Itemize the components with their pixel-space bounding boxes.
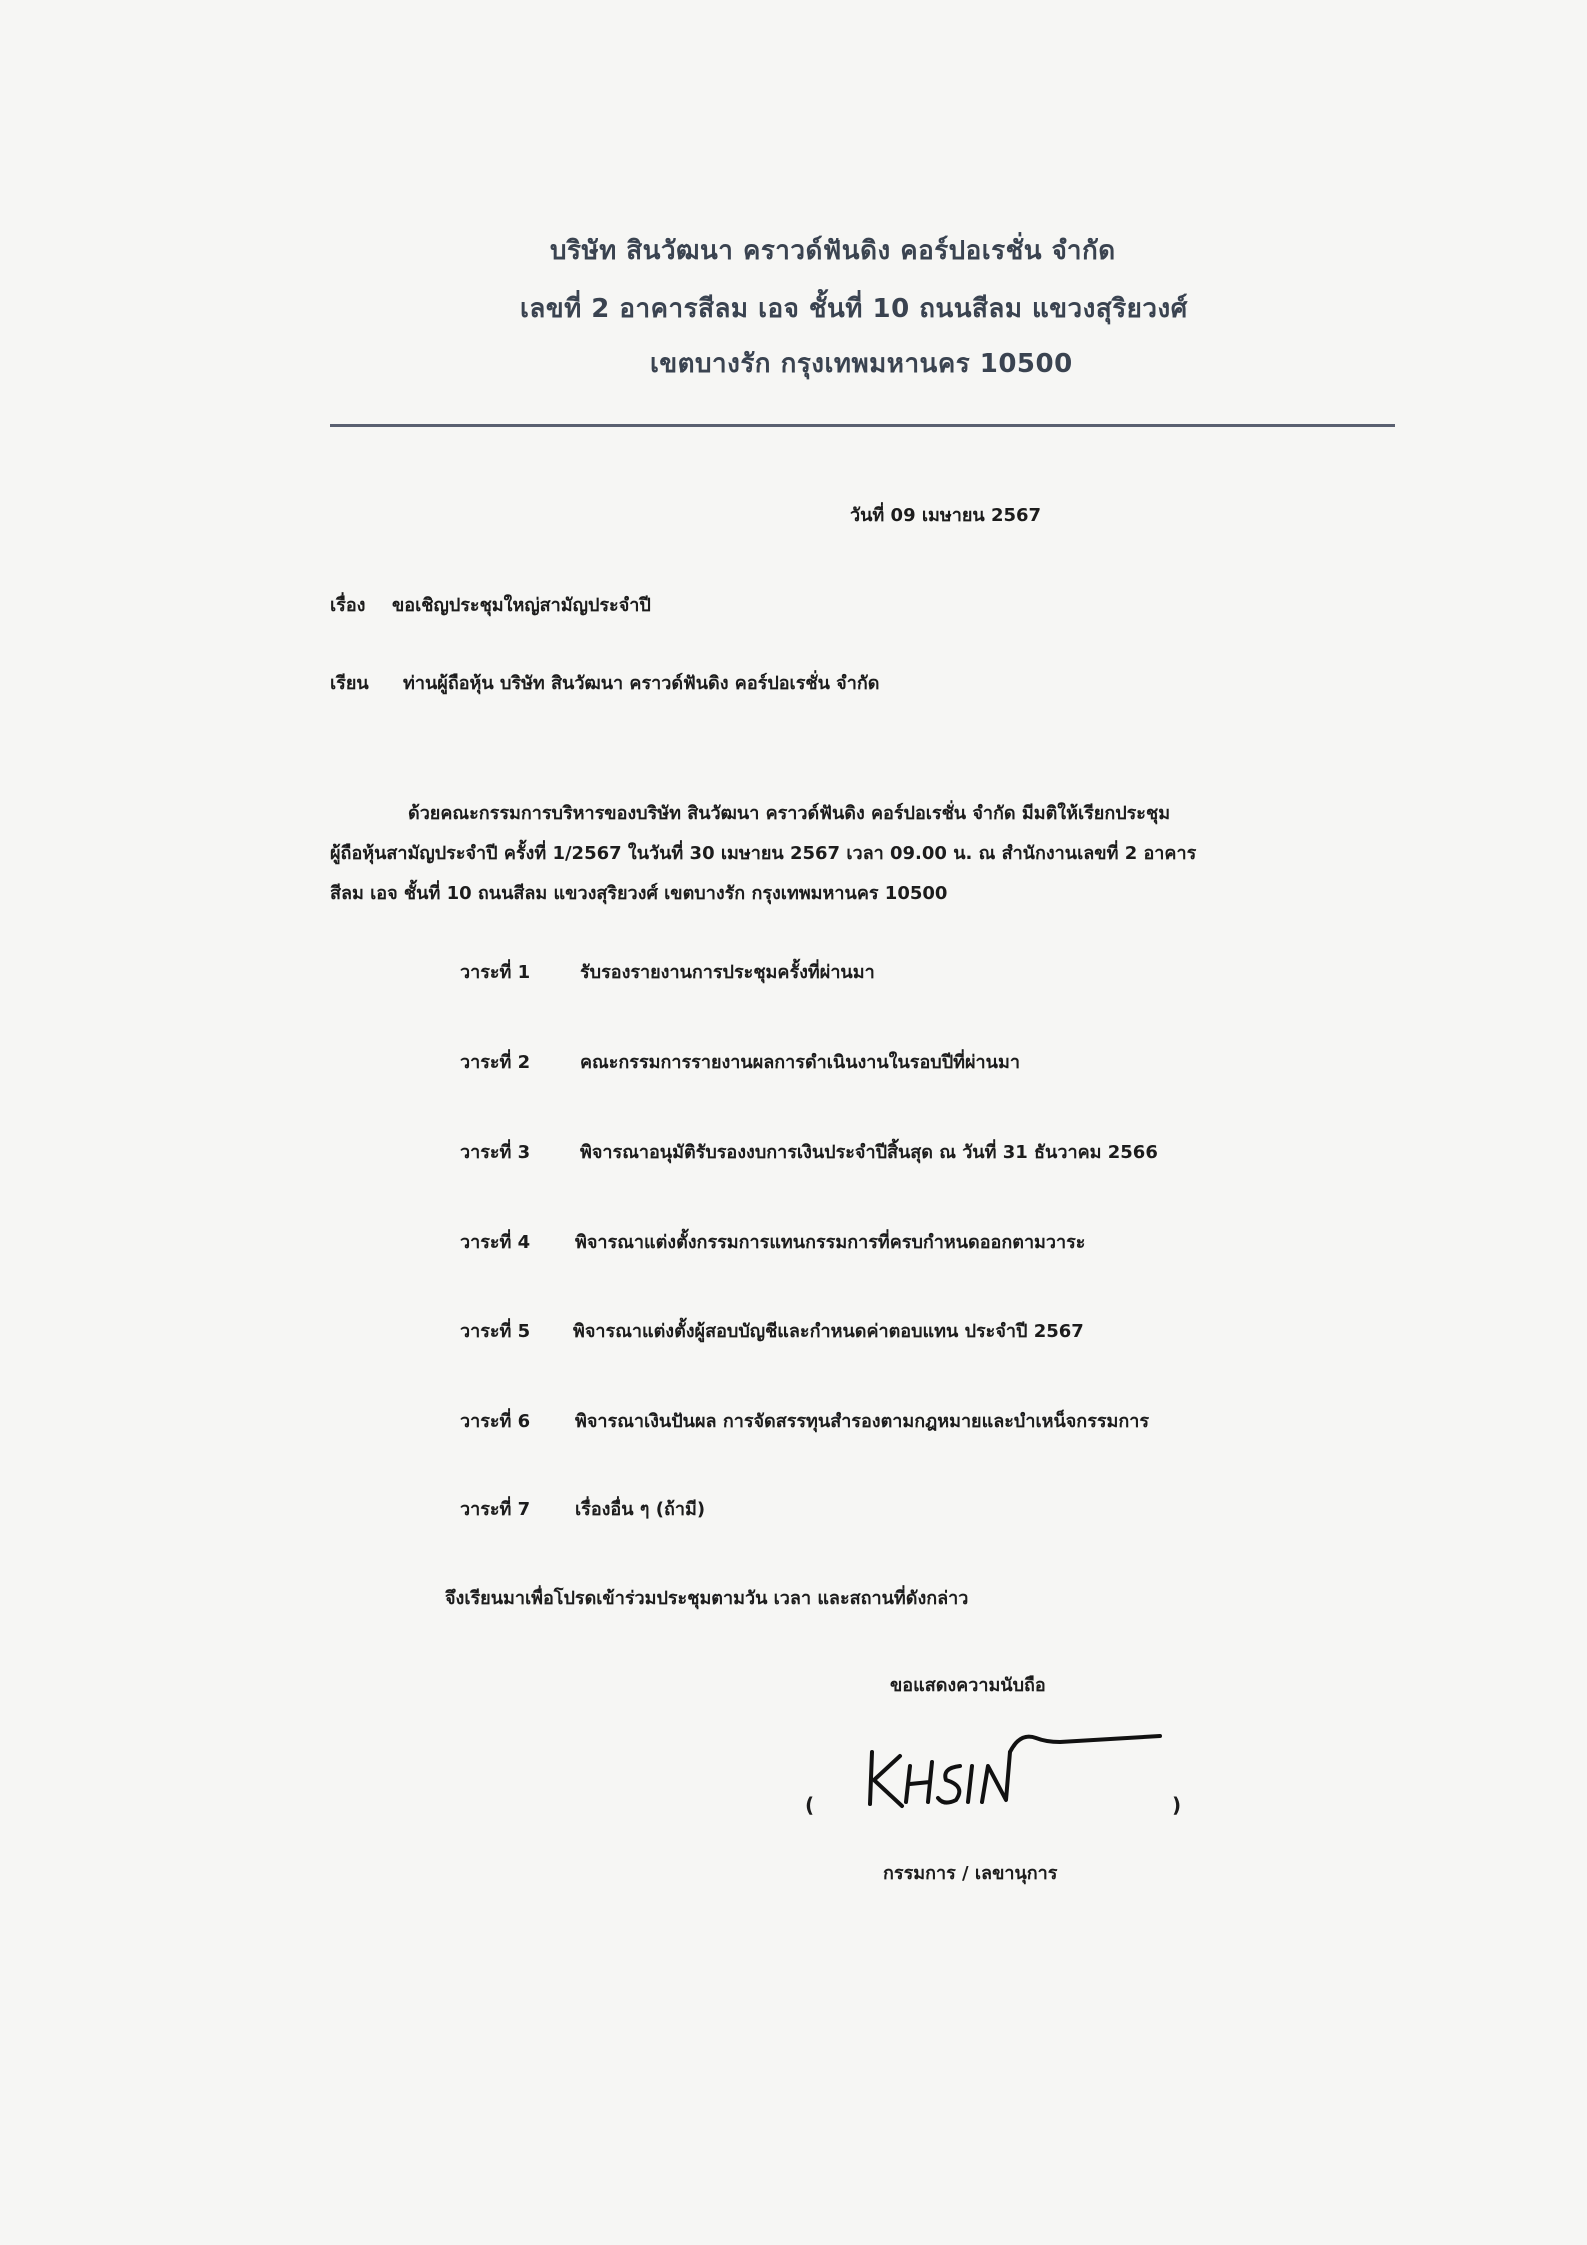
agenda-text: รับรองรายงานการประชุมครั้งที่ผ่านมา [580, 962, 875, 983]
agenda-text: เรื่องอื่น ๆ (ถ้ามี) [575, 1499, 706, 1520]
intro-line-2: ผู้ถือหุ้นสามัญประจำปี ครั้งที่ 1/2567 ในวันที่ 30 เมษายน 2567 เวลา 09.00 น. ณ สำนักงานเลขที่ 2 อาคาร [330, 843, 1197, 864]
addressee-text: ท่านผู้ถือหุ้น บริษัท สินวัฒนา คราวด์ฟันดิง คอร์ปอเรชั่น จำกัด [403, 673, 880, 694]
agenda-number: วาระที่ 2 [460, 1052, 531, 1073]
agenda-text: พิจารณาแต่งตั้งกรรมการแทนกรรมการที่ครบกำหนดออกตามวาระ [575, 1232, 1086, 1253]
agenda-text: พิจารณาเงินปันผล การจัดสรรทุนสำรองตามกฎหมายและบำเหน็จกรรมการ [575, 1411, 1150, 1432]
closing-sentence: จึงเรียนมาเพื่อโปรดเข้าร่วมประชุมตามวัน เวลา และสถานที่ดังกล่าว [445, 1588, 969, 1609]
agenda-text: พิจารณาแต่งตั้งผู้สอบบัญชีและกำหนดค่าตอบแทน ประจำปี 2567 [573, 1321, 1084, 1342]
agenda-number: วาระที่ 7 [460, 1499, 531, 1520]
agenda-text: พิจารณาอนุมัติรับรองงบการเงินประจำปีสิ้นสุด ณ วันที่ 31 ธันวาคม 2566 [580, 1142, 1158, 1163]
letterhead-address-line1: เลขที่ 2 อาคารสีลม เอจ ชั้นที่ 10 ถนนสีลม แขวงสุริยวงศ์ [520, 294, 1188, 324]
agenda-number: วาระที่ 4 [460, 1232, 531, 1253]
agenda-number: วาระที่ 1 [460, 962, 531, 983]
agenda-number: วาระที่ 5 [460, 1321, 531, 1342]
intro-line-1: ด้วยคณะกรรมการบริหารของบริษัท สินวัฒนา คราวด์ฟันดิง คอร์ปอเรชั่น จำกัด มีมติให้เรียกประชุม [408, 803, 1171, 824]
signature-open-paren: ( [805, 1793, 815, 1817]
addressee-label: เรียน [330, 673, 369, 694]
letterhead-company: บริษัท สินวัฒนา คราวด์ฟันดิง คอร์ปอเรชั่น จำกัด [550, 236, 1116, 266]
intro-line-3: สีลม เอจ ชั้นที่ 10 ถนนสีลม แขวงสุริยวงศ์ เขตบางรัก กรุงเทพมหานคร 10500 [330, 883, 948, 904]
letterhead-address-line2: เขตบางรัก กรุงเทพมหานคร 10500 [650, 349, 1073, 379]
signature-close-paren: ) [1172, 1793, 1182, 1817]
agenda-number: วาระที่ 3 [460, 1142, 531, 1163]
subject-label: เรื่อง [330, 595, 366, 616]
handwritten-signature [860, 1722, 1170, 1812]
regards: ขอแสดงความนับถือ [890, 1675, 1046, 1696]
letter-date: วันที่ 09 เมษายน 2567 [850, 505, 1042, 526]
agenda-number: วาระที่ 6 [460, 1411, 531, 1432]
letterhead-divider [330, 424, 1395, 427]
agenda-text: คณะกรรมการรายงานผลการดำเนินงานในรอบปีที่ผ่านมา [580, 1052, 1020, 1073]
signatory-title: กรรมการ / เลขานุการ [883, 1863, 1058, 1884]
subject-text: ขอเชิญประชุมใหญ่สามัญประจำปี [392, 595, 651, 616]
